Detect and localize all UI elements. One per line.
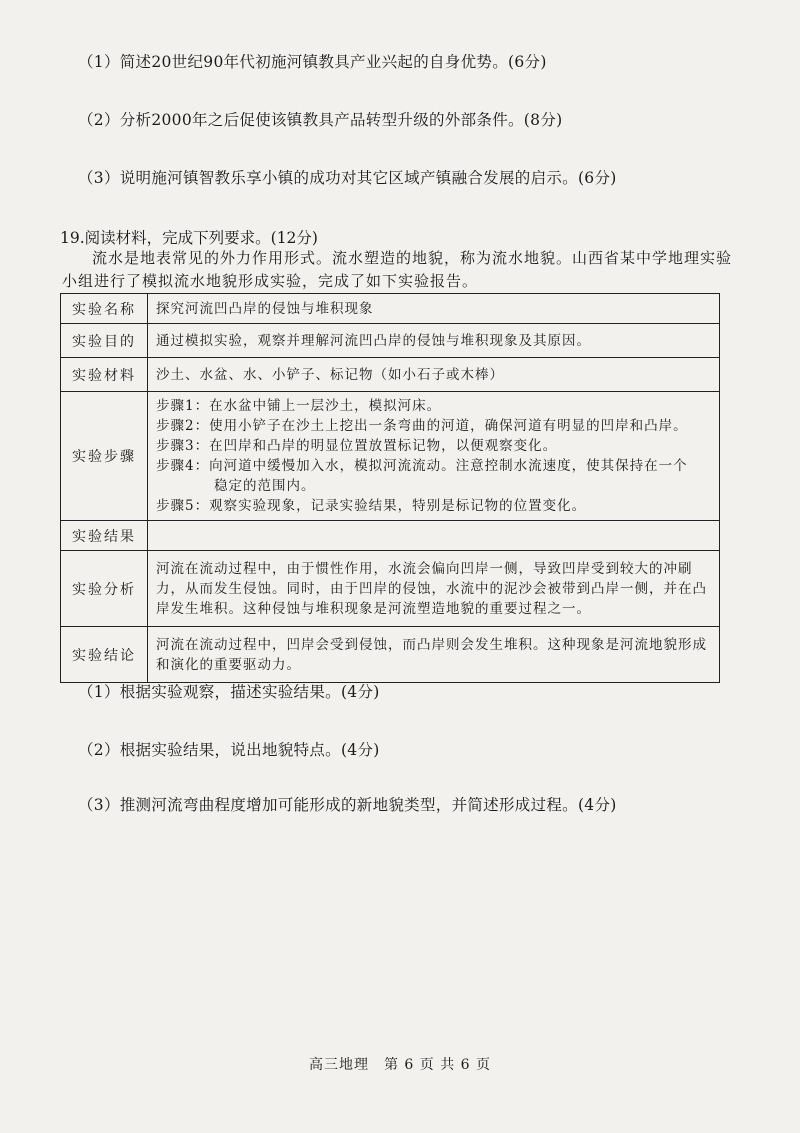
question-19-1: （1）根据实验观察，描述实验结果。(4分) xyxy=(78,683,380,701)
label-conclusion: 实验结论 xyxy=(61,627,148,683)
question-19-3: （3）推测河流弯曲程度增加可能形成的新地貌类型，并简述形成过程。(4分) xyxy=(78,796,617,814)
step-1: 步骤1：在水盆中铺上一层沙土，模拟河床。 xyxy=(156,398,442,414)
value-result xyxy=(148,521,720,551)
row-result xyxy=(61,521,720,551)
step-4-continued: 稳定的范围内。 xyxy=(214,478,316,494)
page-footer: 高三地理 第 6 页 共 6 页 xyxy=(308,1057,492,1073)
label-purpose: 实验目的 xyxy=(61,324,148,358)
question-18-2: （2）分析2000年之后促使该镇教具产品转型升级的外部条件。(8分) xyxy=(78,111,563,129)
question-19-header: 19.阅读材料，完成下列要求。(12分) xyxy=(60,229,318,247)
experiment-report-table xyxy=(60,293,720,683)
label-steps: 实验步骤 xyxy=(61,392,148,521)
value-name: 探究河流凹凸岸的侵蚀与堆积现象 xyxy=(148,294,720,324)
step-4: 步骤4：向河道中缓慢加入水，模拟河流流动。注意控制水流速度，使其保持在一个 xyxy=(156,458,688,474)
row-purpose xyxy=(61,324,720,358)
step-3: 步骤3：在凹岸和凸岸的明显位置放置标记物，以便观察变化。 xyxy=(156,438,558,454)
row-conclusion xyxy=(61,627,720,683)
label-materials: 实验材料 xyxy=(61,358,148,392)
value-purpose: 通过模拟实验，观察并理解河流凹凸岸的侵蚀与堆积现象及其原因。 xyxy=(148,324,720,358)
step-2: 步骤2：使用小铲子在沙土上挖出一条弯曲的河道，确保河道有明显的凹岸和凸岸。 xyxy=(156,418,688,434)
step-5: 步骤5：观察实验现象，记录实验结果，特别是标记物的位置变化。 xyxy=(156,498,587,514)
value-steps xyxy=(148,392,720,521)
value-materials: 沙土、水盆、水、小铲子、标记物（如小石子或木棒） xyxy=(148,358,720,392)
value-conclusion: 河流在流动过程中，凹岸会受到侵蚀，而凸岸则会发生堆积。这种现象是河流地貌形成和演化的重要驱动力。 xyxy=(148,627,720,683)
bleed-through-mark xyxy=(560,150,564,164)
label-result: 实验结果 xyxy=(61,521,148,551)
question-19-2: （2）根据实验结果，说出地貌特点。(4分) xyxy=(78,741,380,759)
label-analysis: 实验分析 xyxy=(61,551,148,627)
row-materials xyxy=(61,358,720,392)
label-name: 实验名称 xyxy=(61,294,148,324)
row-name xyxy=(61,294,720,324)
question-18-3: （3）说明施河镇智教乐享小镇的成功对其它区域产镇融合发展的启示。(6分) xyxy=(78,169,617,187)
row-analysis xyxy=(61,551,720,627)
question-18-1: （1）简述20世纪90年代初施河镇教具产业兴起的自身优势。(6分) xyxy=(78,53,547,71)
question-19-intro: 流水是地表常见的外力作用形式。流水塑造的地貌，称为流水地貌。山西省某中学地理实验小组进行了模拟流水地貌形成实验，完成了如下实验报告。 xyxy=(62,249,733,290)
row-steps xyxy=(61,392,720,521)
value-analysis: 河流在流动过程中，由于惯性作用，水流会偏向凹岸一侧，导致凹岸受到较大的冲刷力，从而发生侵蚀。同时，由于凹岸的侵蚀，水流中的泥沙会被带到凸岸一侧，并在凸岸发生堆积。这种侵蚀与堆积现象是河流塑造地貌的重要过程之一。 xyxy=(148,551,720,627)
